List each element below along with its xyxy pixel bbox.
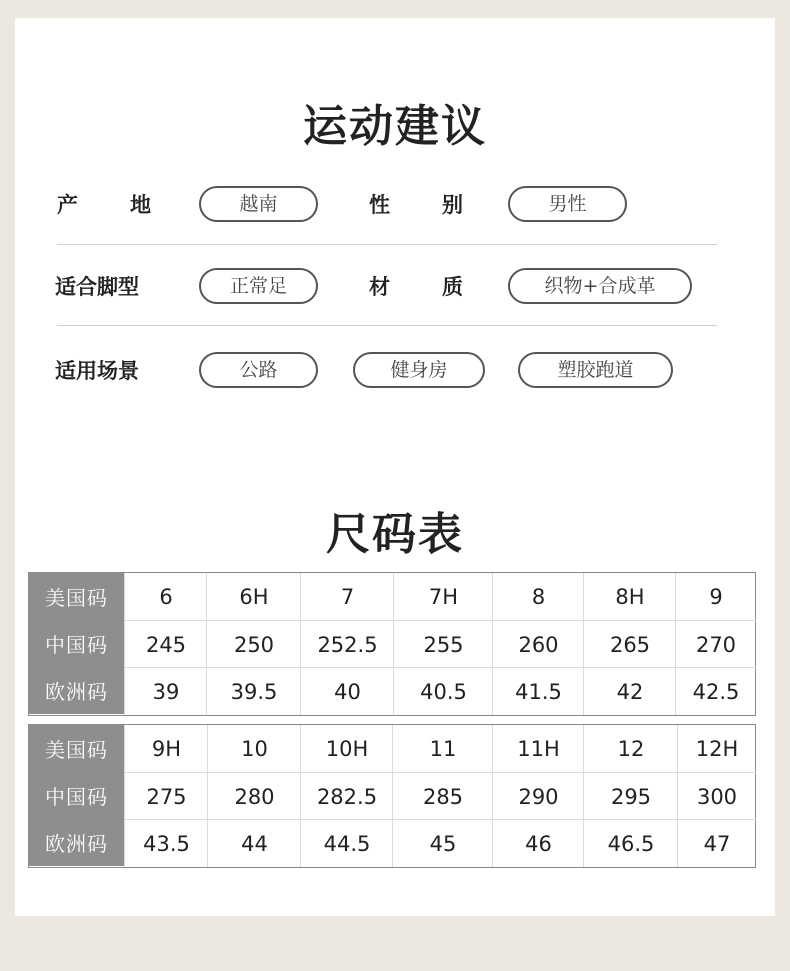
section-title-suggestion: 运动建议 — [303, 101, 487, 152]
table-cell: 7 — [300, 573, 394, 620]
table-cell: 39 — [124, 667, 207, 715]
table-cell: 6 — [124, 573, 207, 620]
table-cell: 265 — [583, 620, 676, 668]
table-cell: 285 — [392, 772, 493, 820]
pill-scenario-road: 公路 — [199, 352, 318, 388]
pill-foot-type: 正常足 — [199, 268, 318, 304]
label-foot-type: 适合脚型 — [55, 275, 139, 299]
table-cell: 12 — [583, 725, 678, 772]
table-cell: 42 — [583, 667, 676, 715]
row-label-us: 美国码 — [29, 725, 124, 772]
pill-scenario-track: 塑胶跑道 — [518, 352, 673, 388]
table-row-cn — [29, 620, 755, 667]
table-row-eu — [29, 667, 755, 714]
table-cell: 252.5 — [300, 620, 394, 668]
size-table-2 — [28, 724, 756, 868]
row-label-cn: 中国码 — [29, 772, 124, 819]
divider — [57, 325, 717, 326]
table-cell: 280 — [207, 772, 301, 820]
label-material: 材 质 — [369, 275, 463, 299]
row-label-eu: 欧洲码 — [29, 819, 124, 866]
table-cell: 275 — [124, 772, 208, 820]
table-cell: 41.5 — [492, 667, 584, 715]
table-cell: 46.5 — [583, 819, 678, 867]
pill-scenario-gym: 健身房 — [353, 352, 485, 388]
table-cell: 245 — [124, 620, 207, 668]
table-cell: 40 — [300, 667, 394, 715]
table-cell: 11 — [392, 725, 493, 772]
table-cell: 6H — [206, 573, 301, 620]
table-row-cn — [29, 772, 755, 819]
label-scenario: 适用场景 — [55, 359, 139, 383]
table-cell: 44 — [207, 819, 301, 867]
table-cell: 39.5 — [206, 667, 301, 715]
content-card — [15, 18, 775, 916]
table-cell: 11H — [492, 725, 584, 772]
table-row-us — [29, 573, 755, 620]
pill-material: 织物+合成革 — [508, 268, 692, 304]
size-table-1 — [28, 572, 756, 716]
table-cell: 290 — [492, 772, 584, 820]
table-cell: 300 — [677, 772, 756, 820]
table-cell: 9H — [124, 725, 208, 772]
table-cell: 47 — [677, 819, 756, 867]
table-cell: 9 — [675, 573, 756, 620]
pill-gender: 男性 — [508, 186, 627, 222]
table-cell: 43.5 — [124, 819, 208, 867]
table-cell: 295 — [583, 772, 678, 820]
table-cell: 255 — [393, 620, 493, 668]
label-gender: 性 别 — [369, 193, 463, 217]
table-cell: 7H — [393, 573, 493, 620]
table-cell: 8H — [583, 573, 676, 620]
table-cell: 250 — [206, 620, 301, 668]
table-cell: 46 — [492, 819, 584, 867]
table-cell: 10 — [207, 725, 301, 772]
table-row-eu — [29, 819, 755, 866]
row-label-cn: 中国码 — [29, 620, 124, 667]
section-title-size-table: 尺码表 — [326, 509, 464, 560]
table-cell: 270 — [675, 620, 756, 668]
table-cell: 8 — [492, 573, 584, 620]
divider — [57, 244, 717, 245]
row-label-us: 美国码 — [29, 573, 124, 620]
table-cell: 44.5 — [300, 819, 393, 867]
table-cell: 42.5 — [675, 667, 756, 715]
label-origin: 产 地 — [57, 193, 151, 217]
table-cell: 45 — [392, 819, 493, 867]
table-cell: 10H — [300, 725, 393, 772]
pill-origin: 越南 — [199, 186, 318, 222]
table-row-us — [29, 725, 755, 772]
table-cell: 282.5 — [300, 772, 393, 820]
row-label-eu: 欧洲码 — [29, 667, 124, 714]
table-cell: 260 — [492, 620, 584, 668]
table-cell: 12H — [677, 725, 756, 772]
table-cell: 40.5 — [393, 667, 493, 715]
